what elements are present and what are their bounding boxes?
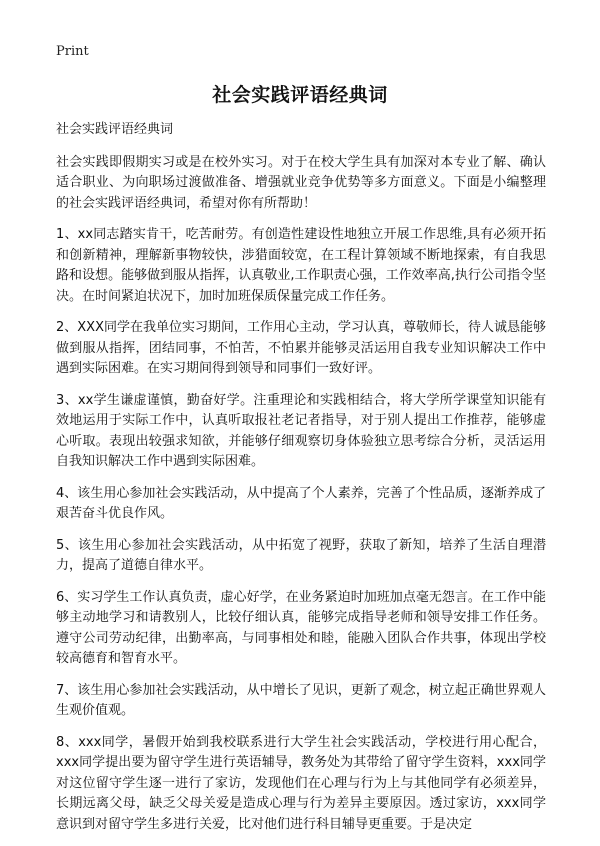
article-body bbox=[56, 120, 546, 846]
page-title: 社会实践评语经典词 bbox=[212, 84, 388, 106]
article-item-4: 4、该生用心参加社会实践活动，从中提高了个人素养，完善了个性品质，逐渐养成了艰苦奋斗优良作风。 bbox=[56, 485, 546, 521]
article-item-1: 1、xx同志踏实肯干，吃苦耐劳。有创造性建设性地独立开展工作思维,具有必须开拓和创新精神，理解新事物较快，涉猎面较宽，在工程计算领域不断地探索，有自我思路和设想。能够做到服从指挥，认真敬业,工作职责心强，工作效率高,执行公司指令坚决。在时间紧迫状况下，加时加班保质保量完成工作任务。 bbox=[56, 227, 546, 304]
article-subtitle: 社会实践评语经典词 bbox=[56, 122, 174, 137]
article-intro: 社会实践即假期实习或是在校外实习。对于在校大学生具有加深对本专业了解、确认适合职业、为向职场过渡做准备、增强就业竞争优势等多方面意义。下面是小编整理的社会实践评语经典词，希望对你有所帮助！ bbox=[56, 154, 546, 211]
print-link[interactable]: Print bbox=[56, 44, 89, 59]
article-item-7: 7、该生用心参加社会实践活动，从中增长了见识，更新了观念，树立起正确世界观人生观价值观。 bbox=[56, 682, 546, 718]
article-item-3: 3、xx学生谦虚谨慎，勤奋好学。注重理论和实践相结合，将大学所学课堂知识能有效地运用于实际工作中，认真听取报社老记者指导，对于别人提出工作推荐，能够虚心听取。表现出较强求知欲，并能够仔细观察切身体验独立思考综合分析，灵活运用自我知识解决工作中遇到实际困难。 bbox=[56, 392, 546, 469]
article-item-5: 5、该生用心参加社会实践活动，从中拓宽了视野，获取了新知，培养了生活自理潜力，提高了道德自律水平。 bbox=[56, 537, 546, 573]
article-item-2: 2、XXX同学在我单位实习期间，工作用心主动，学习认真，尊敬师长，待人诚恳能够做到服从指挥，团结同事，不怕苦，不怕累并能够灵活运用自我专业知识解决工作中遇到实际困难。在实习期间得到领导和同事们一致好评。 bbox=[56, 320, 546, 376]
article-item-8: 8、xxx同学，暑假开始到我校联系进行大学生社会实践活动，学校进行用心配合，xxx同学提出要为留守学生进行英语辅导，教务处为其带给了留守学生资料，xxx同学对这位留守学生逐一进行了家访，发现他们在心理与行为上与其他同学有必须差异，长期远离父母，缺乏父母关爱是造成心理与行为差异主要原因。透过家访，xxx同学意识到对留守学生多进行关爱，比对他们进行科目辅导更重要。于是决定 bbox=[56, 734, 546, 832]
article-item-6: 6、实习学生工作认真负责，虚心好学，在业务紧迫时加班加点毫无怨言。在工作中能够主动地学习和请教别人，比较仔细认真，能够完成指导老师和领导安排工作任务。遵守公司劳动纪律，出勤率高，与同事相处和睦，能融入团队合作共事，体现出学校较高德育和智育水平。 bbox=[56, 589, 546, 666]
